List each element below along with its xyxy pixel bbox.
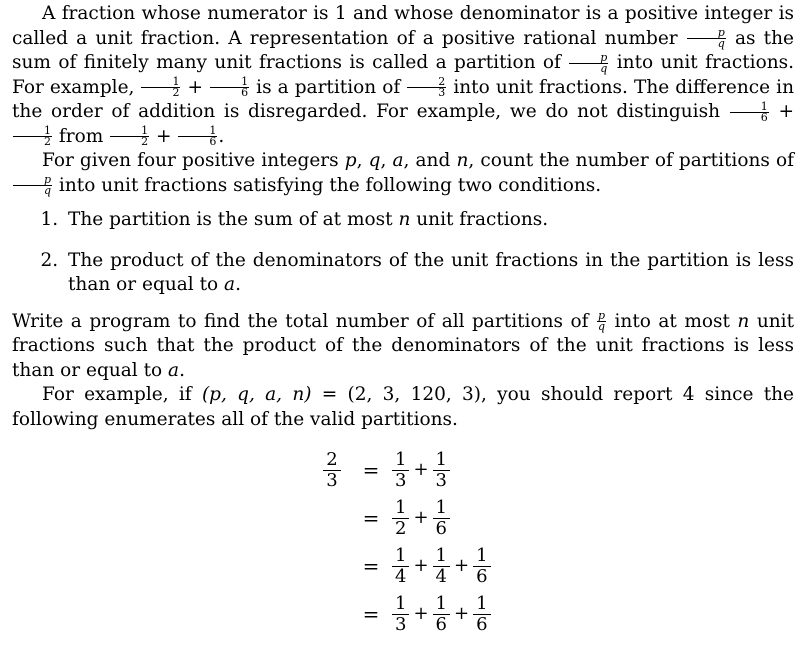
unit-fraction: $\frac{1}{6}$ [433,594,450,635]
problem-statement [0,2,800,635]
example-paragraph: For example, if (p, q, a, n) = (2, 3, 120, 3), you should report 4 since the following enumerates all of the valid partitions. [12,384,794,430]
fraction: $\frac{1}{6}$ [210,77,249,98]
equation-row-2 [312,494,452,542]
fraction: $\frac{1}{2}$ [13,126,52,147]
unit-fraction: $\frac{1}{4}$ [433,546,450,587]
intro-paragraph: A fraction whose numerator is 1 and whose denominator is a positive integer is called a unit fraction. A representation of a positive rational number $\frac{p}{q}$ as the sum of finitely many unit fractions is called a partition of $\frac{p}{q}$ into unit fractions. For example, $\frac{1}{2}$ + $\frac{1}{6}$ is a partition of $\frac{2}{3}$ into unit fractions. The difference in the order of addition is disregarded. For example, we do not distinguish $\frac{1}{6}$ + $\frac{1}{2}$ from $\frac{1}{2}$ + $\frac{1}{6}$ . [12,3,794,148]
equals-sign: = [362,505,380,530]
unit-fraction: $\frac{1}{6}$ [473,546,490,587]
equation-row-4 [312,590,493,638]
fraction-p-over-q: $\frac{p}{q}$ [687,28,726,49]
plus-sign: + [413,602,429,624]
fraction: $\frac{1}{6}$ [178,126,217,147]
fraction: $\frac{1}{6}$ [730,102,769,123]
fraction-p-over-q: $\frac{p}{q}$ [597,309,605,333]
unit-fraction: $\frac{1}{3}$ [392,594,409,635]
fraction-p-over-q: $\frac{p}{q}$ [13,175,52,196]
equals-sign: = [362,601,380,626]
plus-sign: + [454,602,470,624]
plus-sign: + [454,554,470,576]
fraction: $\frac{2}{3}$ [407,77,446,98]
equals-sign: = [362,457,380,482]
unit-fraction: $\frac{1}{3}$ [433,450,450,491]
unit-fraction: $\frac{1}{4}$ [392,546,409,587]
unit-fraction: $\frac{1}{2}$ [392,498,409,539]
equation-row-3 [312,542,493,590]
plus-sign: + [413,458,429,480]
condition-1: 1. The partition is the sum of at most n unit fractions. [64,208,794,233]
plus-sign: + [413,506,429,528]
fraction-p-over-q: $\frac{p}{q}$ [569,53,608,74]
fraction: $\frac{1}{2}$ [141,77,180,98]
task-paragraph: For given four positive integers p, q, a, and n, count the number of partitions of $\frac{p}{q}$ into unit fractions satisfying the following two conditions. [12,149,794,198]
unit-fraction: $\frac{1}{3}$ [392,450,409,491]
conditions-list [12,208,794,298]
partition-equations [12,446,794,646]
equation-row-1 [312,446,452,494]
program-paragraph: Write a program to find the total number of all partitions of $\frac{p}{q}$ into at most n unit fractions such that the product of the denominators of the unit fractions is less than or equal to a. [12,309,795,381]
unit-fraction: $\frac{1}{6}$ [433,498,450,539]
plus-sign: + [413,554,429,576]
fraction: $\frac{1}{2}$ [110,126,149,147]
unit-fraction: $\frac{1}{6}$ [473,594,490,635]
equals-sign: = [362,553,380,578]
lhs-fraction: $\frac{2}{3}$ [323,450,340,491]
condition-2: 2. The product of the denominators of the unit fractions in the partition is less than or equal to a. [64,249,794,298]
